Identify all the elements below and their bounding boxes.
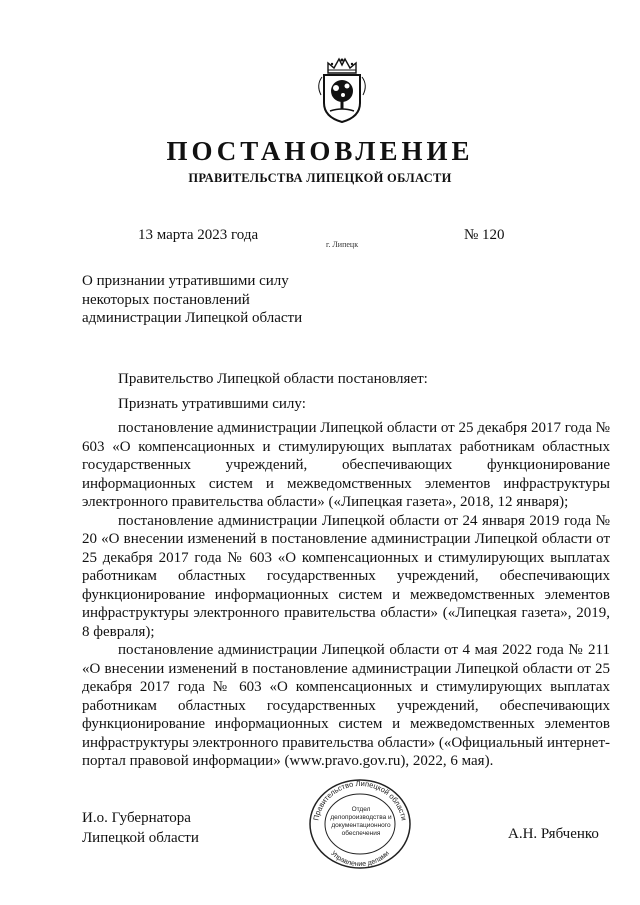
document-number: № 120 [464,227,505,243]
subject-line: администрации Липецкой области [82,310,303,326]
document-place: г. Липецк [326,240,359,249]
body-intro: Правительство Липецкой области постановляет: [118,371,428,387]
svg-text:Управление делами [329,850,391,868]
signatory-name: А.Н. Рябченко [508,826,599,842]
body-item: постановление администрации Липецкой области от 24 января 2019 года № 20 «О внесении изменений в постановление администрации Липецкой области от 25 декабря 2017 года № 603 «О компенсационных и стимулирующих выплатах работникам областных государственных учреждений, обеспечивающих функционирование информационных систем и межведомственных элементов инфраструктуры электронного правительства области» («Липецкая газета», 2019, 8 февраля); [82,512,610,640]
body-item: постановление администрации Липецкой области от 25 декабря 2017 года № 603 «О компенсационных и стимулирующих выплатах работникам областных государственных учреждений, обеспечивающих функционирование информационных систем и межведомственных элементов инфраструктуры электронного правительства области» («Липецкая газета», 2018, 12 января); [82,420,610,510]
stamp-ring-text: Правительство Липецкой области [311,778,409,822]
body-lead: Признать утратившими силу: [118,395,306,412]
coat-of-arms-icon [312,55,372,125]
document-date: 13 марта 2023 года [138,227,259,243]
document-subtitle: ПРАВИТЕЛЬСТВА ЛИПЕЦКОЙ ОБЛАСТИ [188,171,452,185]
stamp-line: делопроизводства и [330,814,392,821]
document-title: ПОСТАНОВЛЕНИЕ [166,136,474,166]
stamp-center-text [330,806,392,838]
official-stamp [306,776,414,872]
stamp-line: обеспечения [341,830,381,837]
signatory-position [82,808,199,848]
subject-line: О признании утратившими силу [82,273,289,289]
signatory-position-line: И.о. Губернатора [82,810,191,826]
body-item: постановление администрации Липецкой области от 4 мая 2022 года № 211 «О внесении изменений в постановление администрации Липецкой области от 25 декабря 2017 года № 603 «О компенсационных и стимулирующих выплатах работникам областных государственных учреждений, обеспечивающих функционирование информационных систем и межведомственных элементов инфраструктуры электронного правительства области» («Официальный интернет-портал правовой информации» (www.pravo.gov.ru), 2022, 6 мая). [82,642,610,769]
subject-line: некоторых постановлений [82,291,250,308]
stamp-line: документационного [331,822,391,829]
document-body [82,370,610,771]
stamp-line: Отдел [351,806,371,813]
stamp-ring-text-bottom: Управление делами [329,850,391,869]
document-subject [82,272,302,328]
signatory-position-line: Липецкой области [82,830,199,846]
